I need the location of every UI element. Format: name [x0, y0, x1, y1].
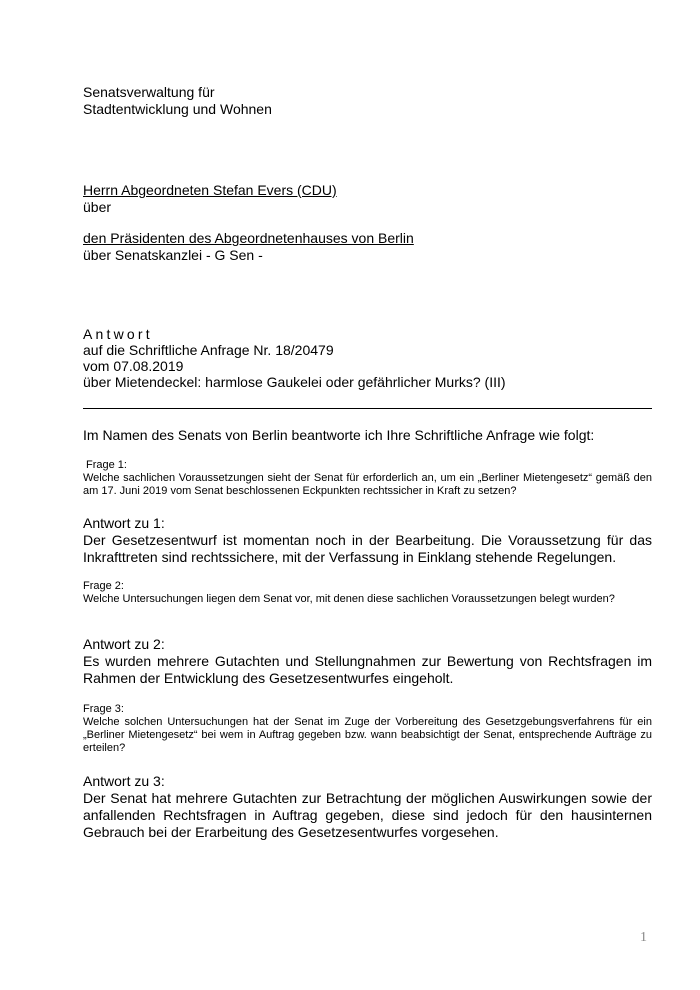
answer-text: Der Senat hat mehrere Gutachten zur Betrachtung der möglichen Auswirkungen sowie der anfallenden Rechtsfragen in Auftrag gegeben, diese sind jedoch für den hausinternen Gebrauch bei der Erarbeitung des Gesetzesentwurfes vorgesehen. — [83, 790, 652, 840]
question-3 — [83, 703, 652, 755]
question-2 — [83, 580, 652, 606]
page-number: 1 — [640, 930, 647, 945]
recipient-via: über — [83, 199, 112, 215]
answer-header — [83, 326, 506, 390]
sender-block — [83, 84, 272, 118]
intro-text: Im Namen des Senats von Berlin beantworte ich Ihre Schriftliche Anfrage wie folgt: — [83, 427, 595, 443]
recipient-name: Herrn Abgeordneten Stefan Evers (CDU) — [83, 182, 337, 198]
inquiry-subject: über Mietendeckel: harmlose Gaukelei oder gefährlicher Murks? (III) — [83, 374, 506, 390]
question-label: Frage 2: — [83, 580, 124, 592]
question-text: Welche Untersuchungen liegen dem Senat vor, mit denen diese sachlichen Voraussetzungen belegt wurden? — [83, 593, 615, 605]
divider-line — [83, 408, 652, 409]
question-label: Frage 3: — [83, 703, 124, 715]
answer-text: Der Gesetzesentwurf ist momentan noch in der Bearbeitung. Die Voraussetzung für das Inkrafttreten sind rechtssichere, mit der Verfassung in Einklang stehende Regelungen. — [83, 532, 652, 565]
answer-2 — [83, 636, 652, 687]
via-block — [83, 230, 414, 264]
answer-label: Antwort zu 3: — [83, 773, 165, 789]
question-text: Welche solchen Untersuchungen hat der Senat im Zuge der Vorbereitung des Gesetzgebungsverfahrens für ein „Berliner Mietengesetz“ bei wem in Auftrag gegeben bzw. wann beabsichtigt der Senat, entsprechende Aufträge zu erteilen? — [83, 716, 652, 754]
answer-label: Antwort zu 2: — [83, 636, 165, 652]
answer-label: Antwort zu 1: — [83, 515, 165, 531]
sender-line-1: Senatsverwaltung für — [83, 84, 215, 100]
via-chancellery: über Senatskanzlei - G Sen - — [83, 247, 263, 263]
question-1 — [83, 459, 652, 498]
question-label: Frage 1: — [86, 459, 127, 471]
recipient-block — [83, 182, 337, 216]
inquiry-date: vom 07.08.2019 — [83, 358, 184, 374]
via-president: den Präsidenten des Abgeordnetenhauses von Berlin — [83, 230, 414, 246]
answer-word: Antwort — [83, 326, 153, 342]
answer-3 — [83, 773, 652, 841]
inquiry-number: auf die Schriftliche Anfrage Nr. 18/20479 — [83, 342, 334, 358]
answer-1 — [83, 515, 652, 566]
question-text: Welche sachlichen Voraussetzungen sieht der Senat für erforderlich an, um ein „Berliner Mietengesetz“ gemäß den am 17. Juni 2019 vom Senat beschlossenen Eckpunkten rechtssicher in Kraft zu setzen? — [83, 472, 652, 497]
answer-text: Es wurden mehrere Gutachten und Stellungnahmen zur Bewertung von Rechtsfragen im Rahmen der Entwicklung des Gesetzesentwurfes eingeholt. — [83, 653, 652, 686]
sender-line-2: Stadtentwicklung und Wohnen — [83, 101, 272, 117]
